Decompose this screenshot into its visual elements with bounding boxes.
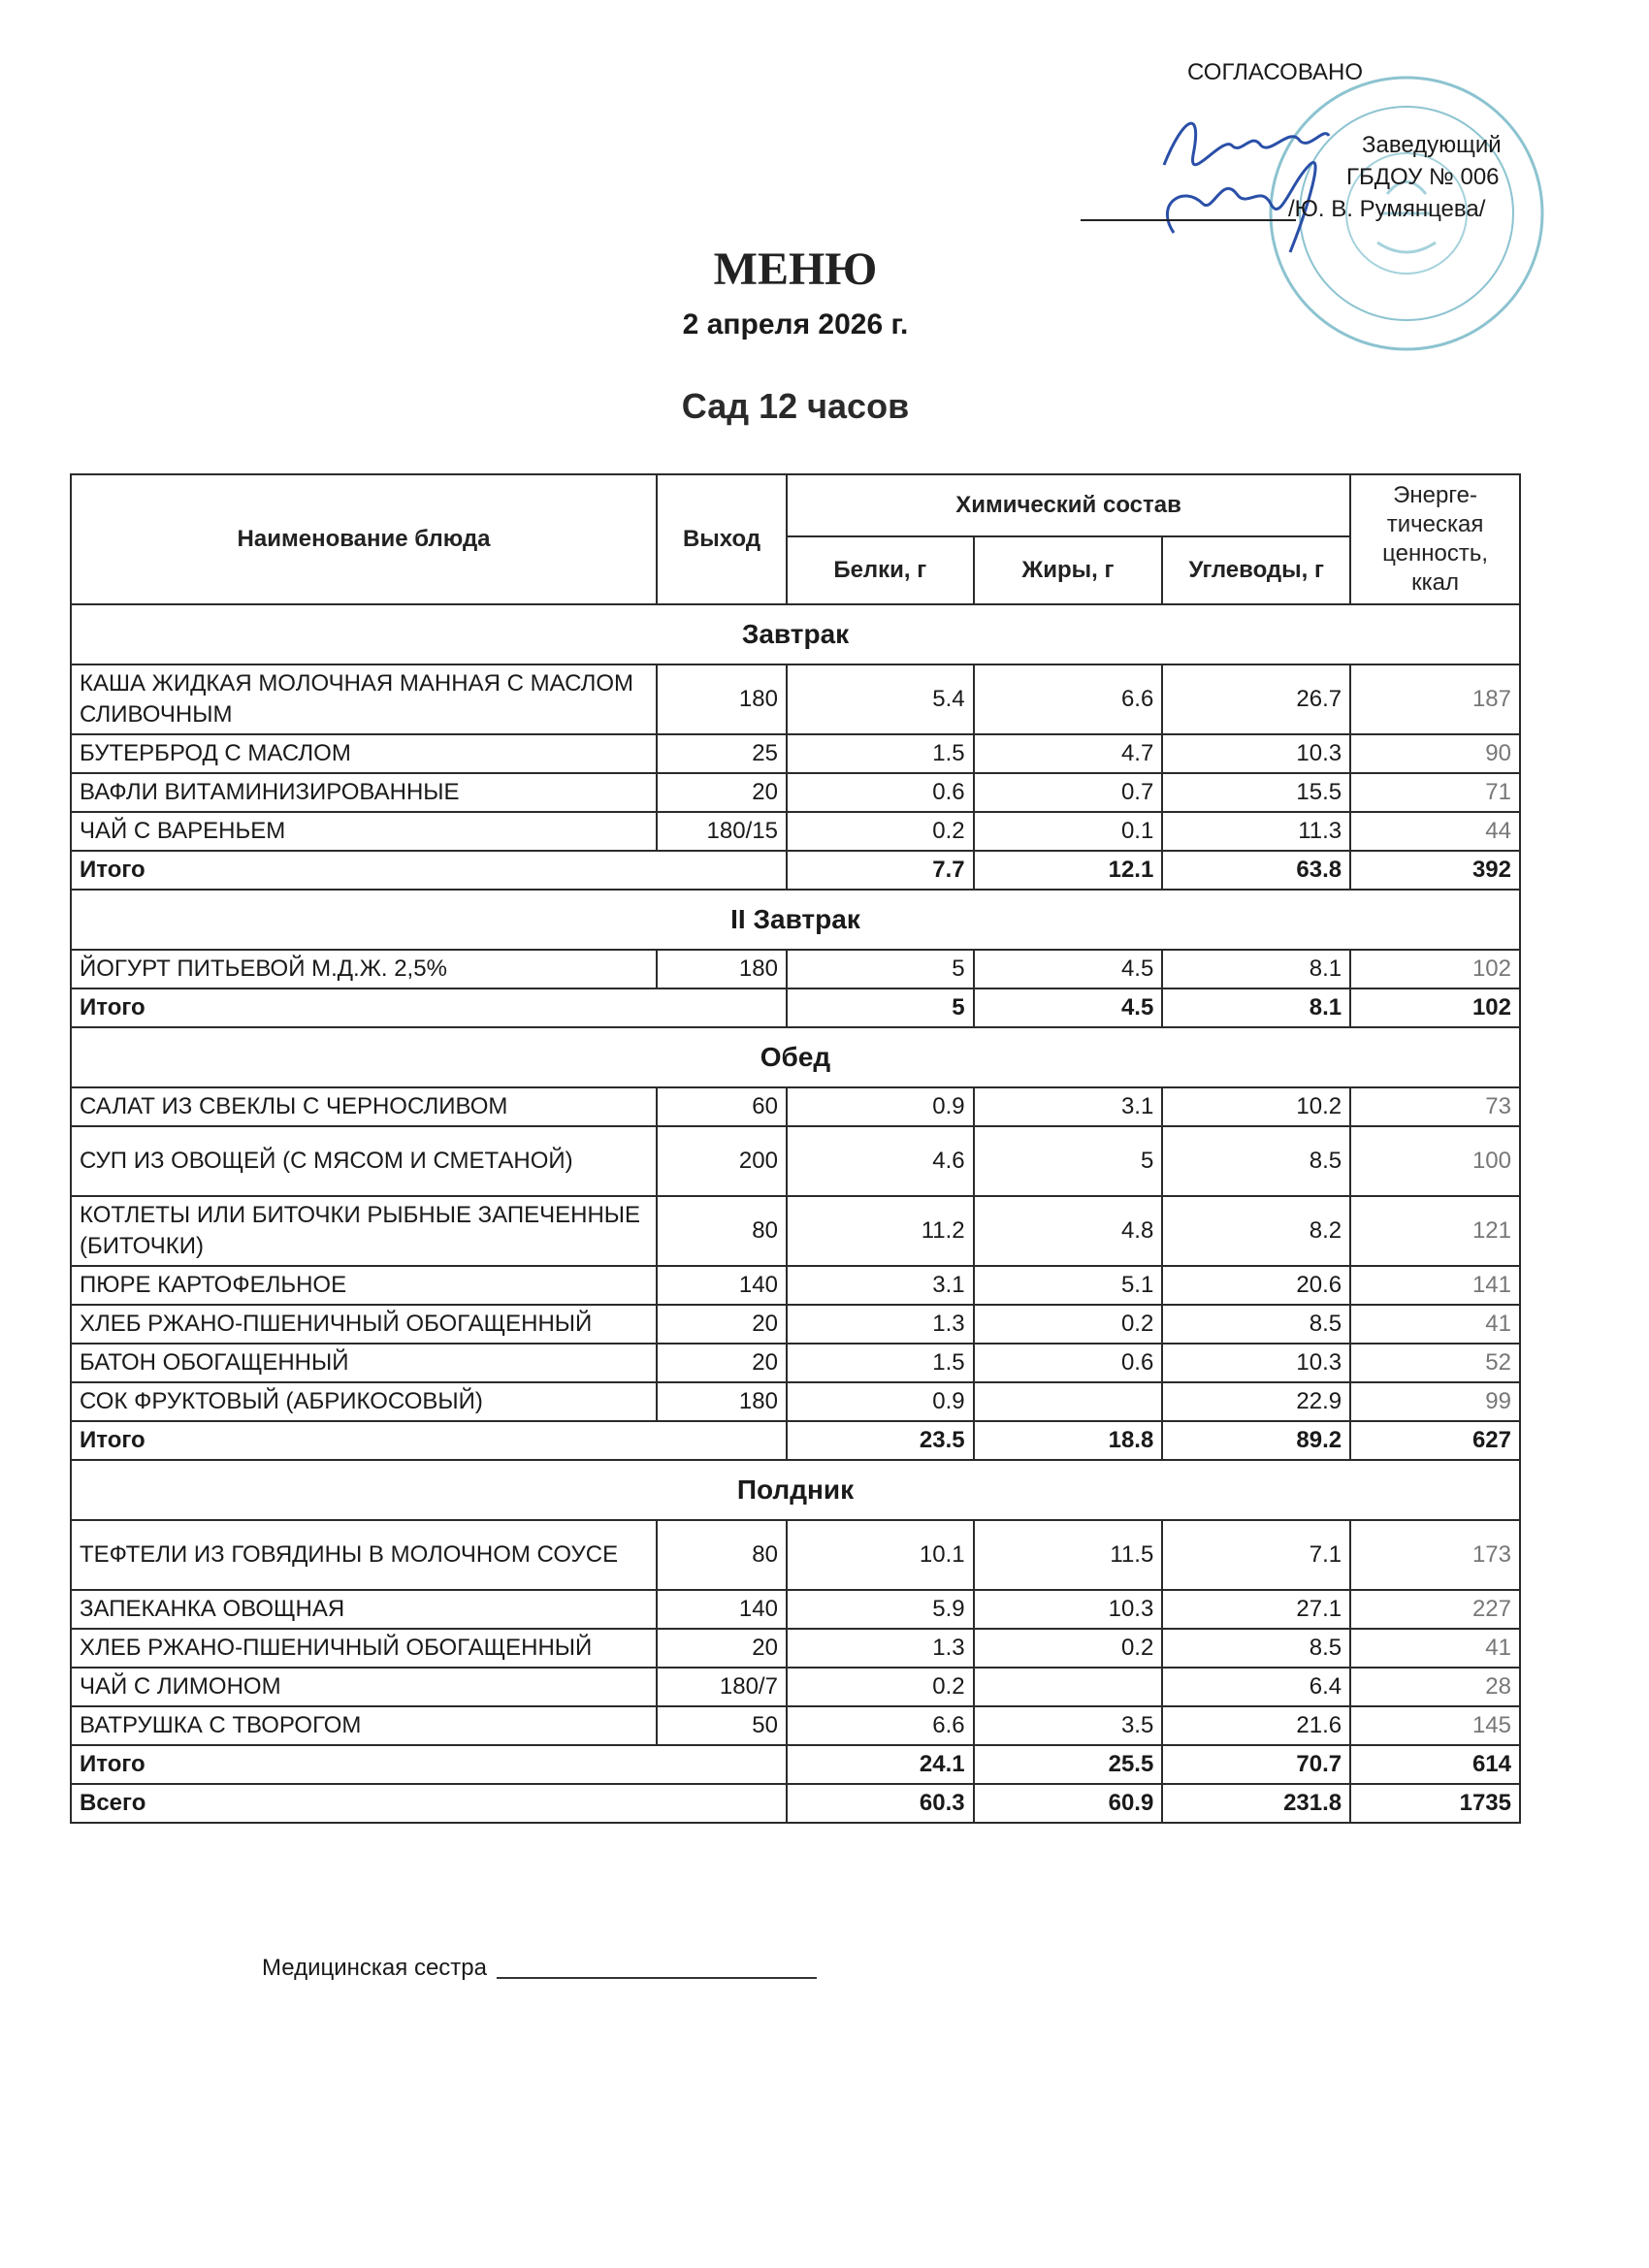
nurse-signature-line (497, 1977, 817, 1979)
dish-name: ХЛЕБ РЖАНО-ПШЕНИЧНЫЙ ОБОГАЩЕННЫЙ (71, 1305, 657, 1344)
grand-total-row (71, 1784, 1520, 1823)
subtotal-label: Итого (71, 851, 787, 890)
table-row (71, 1196, 1520, 1266)
dish-carbs: 10.3 (1162, 1344, 1350, 1382)
dish-yield: 80 (657, 1520, 787, 1590)
dish-carbs: 8.1 (1162, 950, 1350, 988)
dish-yield: 60 (657, 1087, 787, 1126)
col-header-fat: Жиры, г (974, 536, 1163, 604)
dish-protein: 5.4 (787, 664, 974, 734)
dish-protein: 1.3 (787, 1629, 974, 1668)
dish-kcal: 90 (1350, 734, 1520, 773)
dish-fat: 0.2 (974, 1629, 1163, 1668)
dish-fat: 5 (974, 1126, 1163, 1196)
dish-yield: 20 (657, 773, 787, 812)
subtotal-kcal: 102 (1350, 988, 1520, 1027)
table-row (71, 1305, 1520, 1344)
dish-yield: 140 (657, 1266, 787, 1305)
menu-date: 2 апреля 2026 г. (682, 308, 909, 340)
subtotal-row (71, 851, 1520, 890)
section-row (71, 1460, 1520, 1520)
dish-protein: 5.9 (787, 1590, 974, 1629)
subtotal-fat: 4.5 (974, 988, 1163, 1027)
dish-carbs: 22.9 (1162, 1382, 1350, 1421)
dish-yield: 180 (657, 664, 787, 734)
dish-yield: 200 (657, 1126, 787, 1196)
dish-protein: 3.1 (787, 1266, 974, 1305)
dish-kcal: 187 (1350, 664, 1520, 734)
subtotal-kcal: 392 (1350, 851, 1520, 890)
dish-fat (974, 1668, 1163, 1706)
subtotal-row (71, 1745, 1520, 1784)
dish-fat: 4.7 (974, 734, 1163, 773)
dish-kcal: 173 (1350, 1520, 1520, 1590)
col-header-carbs: Углеводы, г (1162, 536, 1350, 604)
dish-protein: 4.6 (787, 1126, 974, 1196)
dish-kcal: 73 (1350, 1087, 1520, 1126)
table-row (71, 1668, 1520, 1706)
section-row (71, 890, 1520, 950)
approval-position: Заведующий (1362, 132, 1502, 158)
section-row (71, 604, 1520, 664)
table-row (71, 812, 1520, 851)
subtotal-protein: 23.5 (787, 1421, 974, 1460)
col-header-chem: Химический состав (787, 474, 1350, 536)
dish-name: СОК ФРУКТОВЫЙ (АБРИКОСОВЫЙ) (71, 1382, 657, 1421)
col-header-name: Наименование блюда (71, 474, 657, 604)
dish-name: ВАТРУШКА С ТВОРОГОМ (71, 1706, 657, 1745)
page-title: МЕНЮ (713, 243, 878, 295)
subtotal-fat: 18.8 (974, 1421, 1163, 1460)
dish-kcal: 71 (1350, 773, 1520, 812)
dish-protein: 11.2 (787, 1196, 974, 1266)
dish-name: СУП ИЗ ОВОЩЕЙ (С МЯСОМ И СМЕТАНОЙ) (71, 1126, 657, 1196)
dish-carbs: 20.6 (1162, 1266, 1350, 1305)
dish-protein: 0.9 (787, 1382, 974, 1421)
table-row (71, 1590, 1520, 1629)
dish-kcal: 100 (1350, 1126, 1520, 1196)
col-header-yield: Выход (657, 474, 787, 604)
section-title: Полдник (71, 1460, 1520, 1520)
dish-yield: 180 (657, 950, 787, 988)
section-title: Завтрак (71, 604, 1520, 664)
subtotal-label: Итого (71, 988, 787, 1027)
subtotal-label: Итого (71, 1745, 787, 1784)
dish-fat: 5.1 (974, 1266, 1163, 1305)
subtotal-fat: 25.5 (974, 1745, 1163, 1784)
subtotal-carbs: 89.2 (1162, 1421, 1350, 1460)
table-row (71, 1382, 1520, 1421)
dish-yield: 180 (657, 1382, 787, 1421)
dish-fat: 4.5 (974, 950, 1163, 988)
dish-fat: 3.1 (974, 1087, 1163, 1126)
dish-fat: 0.6 (974, 1344, 1163, 1382)
dish-carbs: 27.1 (1162, 1590, 1350, 1629)
dish-name: КОТЛЕТЫ ИЛИ БИТОЧКИ РЫБНЫЕ ЗАПЕЧЕННЫЕ (БИТОЧКИ) (71, 1196, 657, 1266)
table-row (71, 1706, 1520, 1745)
dish-kcal: 41 (1350, 1305, 1520, 1344)
grand-total-label: Всего (71, 1784, 787, 1823)
dish-fat (974, 1382, 1163, 1421)
dish-carbs: 8.5 (1162, 1629, 1350, 1668)
dish-carbs: 11.3 (1162, 812, 1350, 851)
dish-kcal: 102 (1350, 950, 1520, 988)
menu-table (70, 473, 1521, 1824)
subtotal-fat: 12.1 (974, 851, 1163, 890)
dish-yield: 180/15 (657, 812, 787, 851)
dish-protein: 0.2 (787, 812, 974, 851)
subtotal-label: Итого (71, 1421, 787, 1460)
subtotal-protein: 5 (787, 988, 974, 1027)
approval-heading: СОГЛАСОВАНО (1187, 59, 1364, 85)
dish-carbs: 26.7 (1162, 664, 1350, 734)
subtotal-kcal: 614 (1350, 1745, 1520, 1784)
table-row (71, 1126, 1520, 1196)
subtotal-protein: 7.7 (787, 851, 974, 890)
dish-name: ТЕФТЕЛИ ИЗ ГОВЯДИНЫ В МОЛОЧНОМ СОУСЕ (71, 1520, 657, 1590)
grand-total-protein: 60.3 (787, 1784, 974, 1823)
approval-signatory: /Ю. В. Румянцева/ (1288, 196, 1486, 222)
grand-total-fat: 60.9 (974, 1784, 1163, 1823)
dish-kcal: 99 (1350, 1382, 1520, 1421)
dish-name: ЗАПЕКАНКА ОВОЩНАЯ (71, 1590, 657, 1629)
table-row (71, 773, 1520, 812)
dish-yield: 20 (657, 1305, 787, 1344)
dish-carbs: 6.4 (1162, 1668, 1350, 1706)
dish-name: БУТЕРБРОД С МАСЛОМ (71, 734, 657, 773)
section-title: II Завтрак (71, 890, 1520, 950)
dish-name: САЛАТ ИЗ СВЕКЛЫ С ЧЕРНОСЛИВОМ (71, 1087, 657, 1126)
signature-icon (1145, 97, 1368, 262)
dish-carbs: 15.5 (1162, 773, 1350, 812)
dish-carbs: 10.3 (1162, 734, 1350, 773)
dish-carbs: 10.2 (1162, 1087, 1350, 1126)
dish-protein: 1.5 (787, 1344, 974, 1382)
dish-protein: 1.5 (787, 734, 974, 773)
dish-yield: 80 (657, 1196, 787, 1266)
col-header-energy: Энерге-тическая ценность, ккал (1350, 474, 1520, 604)
subtotal-row (71, 1421, 1520, 1460)
dish-carbs: 8.5 (1162, 1305, 1350, 1344)
table-row (71, 664, 1520, 734)
section-title: Обед (71, 1027, 1520, 1087)
dish-name: ВАФЛИ ВИТАМИНИЗИРОВАННЫЕ (71, 773, 657, 812)
dish-kcal: 41 (1350, 1629, 1520, 1668)
dish-kcal: 44 (1350, 812, 1520, 851)
table-row (71, 950, 1520, 988)
table-row (71, 734, 1520, 773)
table-row (71, 1629, 1520, 1668)
subtotal-carbs: 70.7 (1162, 1745, 1350, 1784)
dish-fat: 0.1 (974, 812, 1163, 851)
dish-name: ЧАЙ С ЛИМОНОМ (71, 1668, 657, 1706)
grand-total-kcal: 1735 (1350, 1784, 1520, 1823)
dish-fat: 10.3 (974, 1590, 1163, 1629)
subtotal-protein: 24.1 (787, 1745, 974, 1784)
dish-name: БАТОН ОБОГАЩЕННЫЙ (71, 1344, 657, 1382)
dish-kcal: 141 (1350, 1266, 1520, 1305)
subtotal-row (71, 988, 1520, 1027)
dish-kcal: 28 (1350, 1668, 1520, 1706)
table-row (71, 1266, 1520, 1305)
dish-protein: 0.9 (787, 1087, 974, 1126)
dish-carbs: 8.2 (1162, 1196, 1350, 1266)
dish-protein: 6.6 (787, 1706, 974, 1745)
subtotal-kcal: 627 (1350, 1421, 1520, 1460)
dish-yield: 50 (657, 1706, 787, 1745)
dish-carbs: 8.5 (1162, 1126, 1350, 1196)
dish-fat: 3.5 (974, 1706, 1163, 1745)
dish-yield: 20 (657, 1629, 787, 1668)
dish-kcal: 121 (1350, 1196, 1520, 1266)
dish-kcal: 227 (1350, 1590, 1520, 1629)
dish-name: КАША ЖИДКАЯ МОЛОЧНАЯ МАННАЯ С МАСЛОМ СЛИВОЧНЫМ (71, 664, 657, 734)
dish-name: ПЮРЕ КАРТОФЕЛЬНОЕ (71, 1266, 657, 1305)
col-header-protein: Белки, г (787, 536, 974, 604)
dish-protein: 5 (787, 950, 974, 988)
dish-carbs: 21.6 (1162, 1706, 1350, 1745)
dish-yield: 180/7 (657, 1668, 787, 1706)
table-row (71, 1344, 1520, 1382)
grand-total-carbs: 231.8 (1162, 1784, 1350, 1823)
dish-fat: 4.8 (974, 1196, 1163, 1266)
nurse-signature (262, 1955, 817, 1982)
table-row (71, 1087, 1520, 1126)
dish-yield: 140 (657, 1590, 787, 1629)
dish-yield: 25 (657, 734, 787, 773)
nurse-label: Медицинская сестра (262, 1955, 487, 1981)
dish-yield: 20 (657, 1344, 787, 1382)
dish-name: ЧАЙ С ВАРЕНЬЕМ (71, 812, 657, 851)
signature-line (1081, 219, 1296, 221)
dish-carbs: 7.1 (1162, 1520, 1350, 1590)
subtotal-carbs: 63.8 (1162, 851, 1350, 890)
table-row (71, 1520, 1520, 1590)
menu-subtitle: Сад 12 часов (681, 386, 910, 426)
dish-protein: 0.6 (787, 773, 974, 812)
dish-kcal: 52 (1350, 1344, 1520, 1382)
subtotal-carbs: 8.1 (1162, 988, 1350, 1027)
dish-fat: 0.2 (974, 1305, 1163, 1344)
dish-name: ХЛЕБ РЖАНО-ПШЕНИЧНЫЙ ОБОГАЩЕННЫЙ (71, 1629, 657, 1668)
dish-fat: 11.5 (974, 1520, 1163, 1590)
dish-kcal: 145 (1350, 1706, 1520, 1745)
dish-name: ЙОГУРТ ПИТЬЕВОЙ М.Д.Ж. 2,5% (71, 950, 657, 988)
dish-protein: 0.2 (787, 1668, 974, 1706)
section-row (71, 1027, 1520, 1087)
dish-protein: 1.3 (787, 1305, 974, 1344)
approval-organization: ГБДОУ № 006 (1346, 164, 1500, 190)
dish-fat: 6.6 (974, 664, 1163, 734)
dish-protein: 10.1 (787, 1520, 974, 1590)
dish-fat: 0.7 (974, 773, 1163, 812)
